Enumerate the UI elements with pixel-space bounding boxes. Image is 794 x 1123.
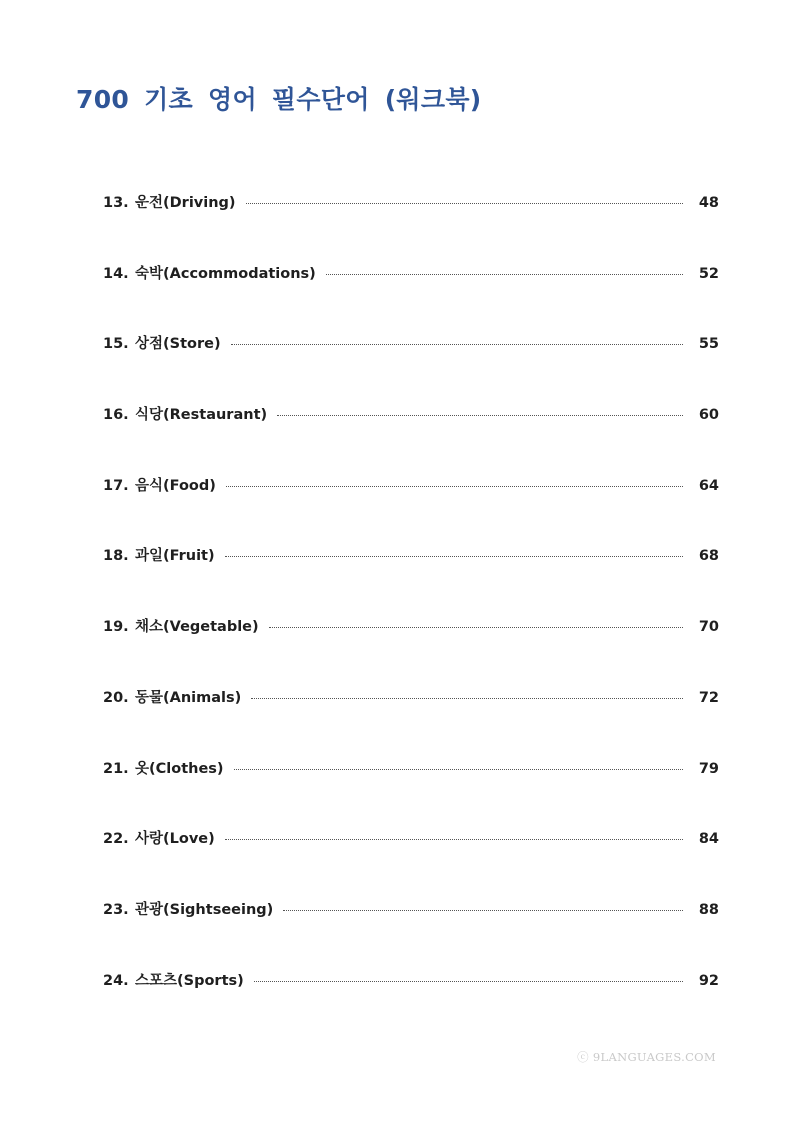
toc-entry-number: 13. xyxy=(103,195,129,211)
toc-entry-page: 68 xyxy=(698,548,719,565)
dot-leader xyxy=(234,769,683,770)
dot-leader xyxy=(269,627,683,628)
copyright-watermark: ⓒ 9LANGUAGES.COM xyxy=(577,1050,716,1064)
toc-entry[interactable] xyxy=(103,332,719,403)
toc-entry[interactable] xyxy=(103,969,719,1040)
toc-entry-number: 20. xyxy=(103,689,129,706)
document-title: 700 기초 영어 필수단어 (워크북) xyxy=(76,85,482,114)
toc-entry-number: 14. xyxy=(103,265,129,282)
dot-leader xyxy=(225,839,683,840)
toc-entry[interactable] xyxy=(103,474,719,545)
dot-leader xyxy=(251,698,683,699)
dot-leader xyxy=(226,486,683,487)
toc-entry-page: 70 xyxy=(698,619,719,636)
toc-entry-number: 24. xyxy=(103,972,129,989)
toc-entry[interactable] xyxy=(103,262,719,333)
toc-entry-page: 52 xyxy=(698,265,719,282)
toc-entry-page: 60 xyxy=(698,407,719,424)
toc-entry-number: 21. xyxy=(103,760,129,777)
toc-entry-page: 64 xyxy=(698,477,719,494)
dot-leader xyxy=(246,203,683,204)
toc-entry-number: 15. xyxy=(103,336,129,353)
toc-entry[interactable] xyxy=(103,544,719,615)
toc-entry[interactable] xyxy=(103,757,719,828)
toc-entry-number: 23. xyxy=(103,901,129,918)
toc-entry-page: 55 xyxy=(698,336,719,353)
toc-entry-label: 운전(Driving) xyxy=(135,195,236,211)
toc-entry[interactable] xyxy=(103,898,719,969)
toc-entry[interactable] xyxy=(103,686,719,757)
dot-leader xyxy=(225,556,683,557)
toc-entry-page: 84 xyxy=(698,831,719,848)
toc-entry-page: 48 xyxy=(698,195,719,211)
toc-entry-number: 19. xyxy=(103,619,129,636)
table-of-contents xyxy=(103,191,719,1039)
toc-entry-label: 동물(Animals) xyxy=(135,689,242,706)
dot-leader xyxy=(231,344,683,345)
toc-entry-label: 과일(Fruit) xyxy=(135,548,215,565)
toc-entry-label: 스포츠(Sports) xyxy=(135,972,244,989)
toc-entry-number: 18. xyxy=(103,548,129,565)
toc-entry-label: 식당(Restaurant) xyxy=(135,407,268,424)
dot-leader xyxy=(283,910,683,911)
toc-entry-number: 16. xyxy=(103,407,129,424)
dot-leader xyxy=(326,274,683,275)
toc-entry-label: 채소(Vegetable) xyxy=(135,619,259,636)
toc-entry[interactable] xyxy=(103,403,719,474)
toc-entry[interactable] xyxy=(103,191,719,262)
toc-entry-number: 17. xyxy=(103,477,129,494)
toc-entry-page: 79 xyxy=(698,760,719,777)
toc-entry-number: 22. xyxy=(103,831,129,848)
toc-entry-label: 사랑(Love) xyxy=(135,831,215,848)
toc-entry-page: 88 xyxy=(698,901,719,918)
toc-entry-page: 72 xyxy=(698,689,719,706)
toc-entry-label: 상점(Store) xyxy=(135,336,221,353)
toc-entry-label: 숙박(Accommodations) xyxy=(135,265,316,282)
toc-entry[interactable] xyxy=(103,827,719,898)
dot-leader xyxy=(277,415,683,416)
toc-entry-label: 옷(Clothes) xyxy=(135,760,224,777)
dot-leader xyxy=(254,981,683,982)
toc-entry-label: 관광(Sightseeing) xyxy=(135,901,274,918)
toc-entry-page: 92 xyxy=(698,972,719,989)
toc-entry-label: 음식(Food) xyxy=(135,477,216,494)
toc-entry[interactable] xyxy=(103,615,719,686)
